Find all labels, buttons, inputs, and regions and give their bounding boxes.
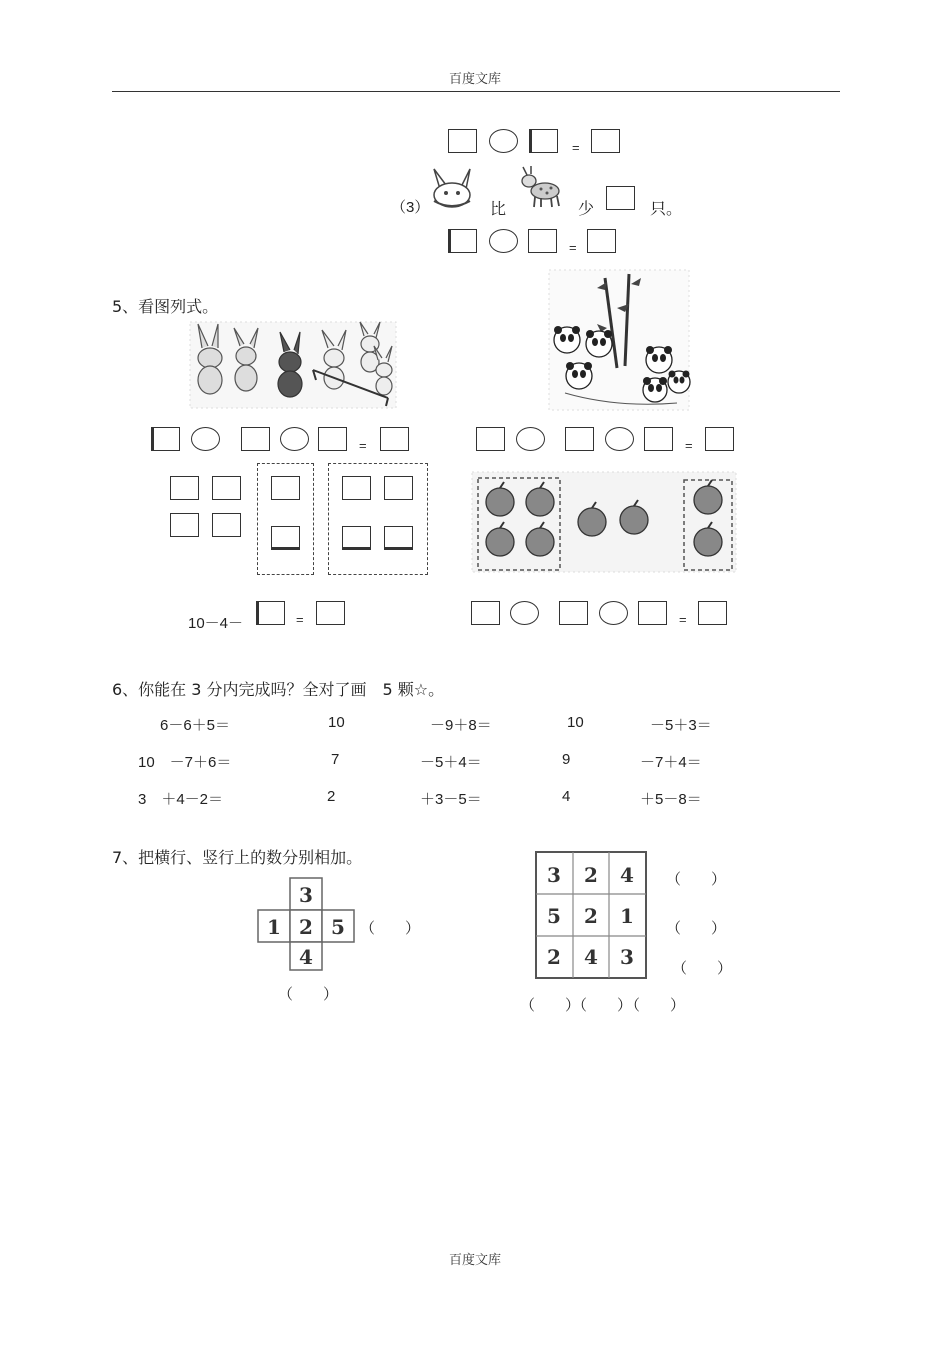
operator-circle[interactable] [191, 427, 220, 451]
problem-cell: 10 [328, 714, 345, 731]
problem-cell: ＋5－8＝ [640, 791, 702, 808]
cross-cell-left: 1 [267, 915, 281, 939]
question-5-title: 5、看图列式。 [112, 297, 219, 316]
grid-cell: 4 [620, 863, 634, 887]
problem-cell: －5＋3＝ [650, 717, 712, 734]
grid-cell: 1 [620, 904, 634, 928]
equals-sign: = [296, 612, 304, 627]
square-item [384, 526, 413, 550]
expression-text: 10－4－ [188, 615, 244, 632]
answer-paren[interactable]: （ ） [666, 920, 727, 937]
answer-box[interactable] [559, 601, 588, 625]
equals-sign: = [679, 612, 687, 627]
problem-cell: －5＋4＝ [420, 754, 482, 771]
grid-cell: 2 [547, 945, 561, 969]
problem-cell: －7＋4＝ [640, 754, 702, 771]
answer-box[interactable] [529, 129, 558, 153]
word-bi: 比 [490, 199, 507, 218]
answer-box[interactable] [476, 427, 505, 451]
equals-sign: = [359, 438, 367, 453]
answer-paren[interactable]: （ ） [672, 960, 733, 977]
problem-cell: 3 ＋4－2＝ [138, 791, 224, 808]
problem-cell: 2 [327, 788, 336, 805]
answer-box[interactable] [587, 229, 616, 253]
rabbits-icon [188, 318, 400, 413]
square-item [271, 476, 300, 500]
word-shao: 少 [578, 199, 595, 218]
problem-cell: 10 [567, 714, 584, 731]
answer-box[interactable] [471, 601, 500, 625]
square-item [342, 476, 371, 500]
answer-paren[interactable]: （ ） [572, 997, 633, 1014]
answer-paren[interactable]: （ ） [666, 871, 727, 888]
square-item [212, 476, 241, 500]
answer-paren[interactable]: （ ） [278, 986, 339, 1003]
square-item [212, 513, 241, 537]
header-title: 百度文库 [449, 72, 502, 87]
operator-circle[interactable] [510, 601, 539, 625]
problem-cell: 6－6＋5＝ [160, 717, 231, 734]
square-item [170, 513, 199, 537]
answer-paren[interactable]: （ ） [520, 997, 581, 1014]
problem-cell: 4 [562, 788, 571, 805]
question-6-title: 6、你能在 3 分内完成吗？全对了画 5 颗☆。 [112, 680, 445, 699]
grid-cell: 2 [584, 904, 598, 928]
footer-title: 百度文库 [449, 1253, 502, 1268]
grid-cell: 3 [620, 945, 634, 969]
answer-box[interactable] [565, 427, 594, 451]
answer-box[interactable] [705, 427, 734, 451]
operator-circle[interactable] [489, 229, 518, 253]
answer-box[interactable] [606, 186, 635, 210]
answer-box[interactable] [256, 601, 285, 625]
answer-box[interactable] [638, 601, 667, 625]
answer-box[interactable] [448, 129, 477, 153]
answer-box[interactable] [318, 427, 347, 451]
square-item [342, 526, 371, 550]
number-grid [534, 850, 648, 980]
answer-box[interactable] [591, 129, 620, 153]
cross-cell-center: 2 [299, 915, 313, 939]
cross-cell-bottom: 4 [299, 945, 313, 969]
operator-circle[interactable] [516, 427, 545, 451]
header-rule [112, 91, 840, 92]
answer-box[interactable] [316, 601, 345, 625]
square-item [170, 476, 199, 500]
grid-cell: 4 [584, 945, 598, 969]
grid-cell: 2 [584, 863, 598, 887]
answer-box[interactable] [528, 229, 557, 253]
apples-icon [470, 470, 740, 575]
word-zhi: 只。 [650, 199, 683, 218]
grid-cell: 3 [547, 863, 561, 887]
cross-cell-right: 5 [331, 915, 345, 939]
operator-circle[interactable] [280, 427, 309, 451]
operator-circle[interactable] [599, 601, 628, 625]
operator-circle[interactable] [605, 427, 634, 451]
square-item [384, 476, 413, 500]
answer-box[interactable] [241, 427, 270, 451]
rabbit-icon [428, 167, 476, 211]
equals-sign: = [685, 438, 693, 453]
grid-cell: 5 [547, 904, 561, 928]
square-item [271, 526, 300, 550]
part-label: （3） [391, 199, 430, 216]
problem-cell: 9 [562, 751, 571, 768]
answer-box[interactable] [698, 601, 727, 625]
problem-cell: 10 －7＋6＝ [138, 754, 232, 771]
pandas-icon [547, 268, 692, 413]
operator-circle[interactable] [489, 129, 518, 153]
answer-paren[interactable]: （ ） [360, 920, 421, 937]
answer-paren[interactable]: （ ） [625, 997, 686, 1014]
cross-cell-top: 3 [299, 883, 313, 907]
answer-box[interactable] [448, 229, 477, 253]
problem-cell: －9＋8＝ [430, 717, 492, 734]
answer-box[interactable] [644, 427, 673, 451]
problem-cell: ＋3－5＝ [420, 791, 482, 808]
cross-puzzle [256, 874, 356, 974]
equals-sign: = [569, 240, 577, 255]
question-7-title: 7、把横行、竖行上的数分别相加。 [112, 848, 363, 867]
equals-sign: = [572, 140, 580, 155]
problem-cell: 7 [331, 751, 340, 768]
answer-box[interactable] [380, 427, 409, 451]
deer-icon [517, 165, 563, 209]
answer-box[interactable] [151, 427, 180, 451]
